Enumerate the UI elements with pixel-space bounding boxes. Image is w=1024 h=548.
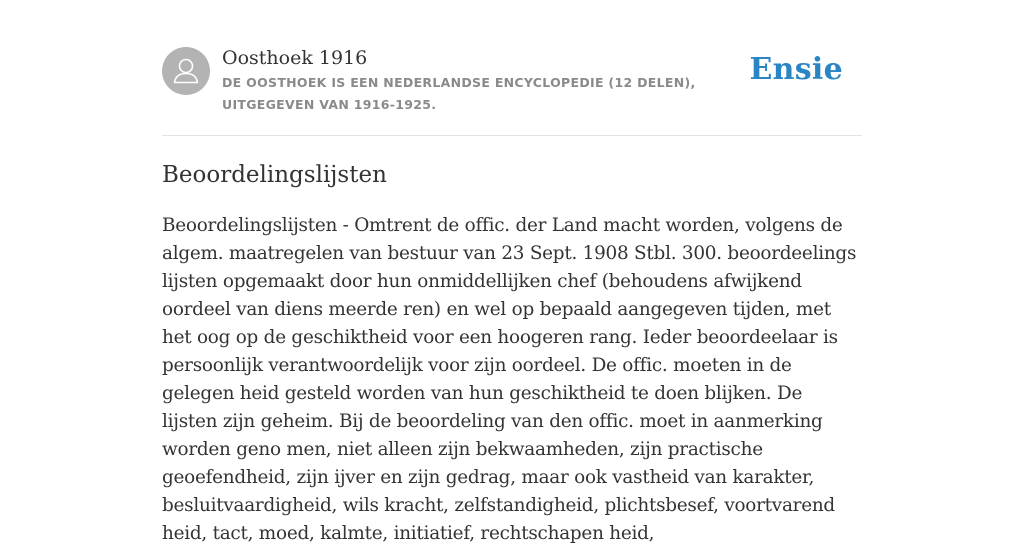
avatar[interactable] [162,47,210,95]
source-description: DE OOSTHOEK IS EEN NEDERLANDSE ENCYCLOPEDIE (12 DELEN), UITGEGEVEN VAN 1916-1925. [222,75,696,112]
ensie-logo[interactable]: Ensie [749,52,843,87]
page [162,0,862,544]
source-header [162,0,862,136]
entry-title: Beoordelingslijsten [162,162,387,188]
entry-body: Beoordelingslijsten - Omtrent de offic. der Land macht worden, volgens de algem. maatregelen van bestuur van 23 Sept. 1908 Stbl. 300. beoordeelings lijsten opgemaakt door hun onmiddellijken chef (behoudens afwijkend oordeel van diens meerde ren) en wel op bepaald aangegeven tijden, met het oog op de geschiktheid voor een hoogeren rang. Ieder beoordeelaar is persoonlijk verantwoordelijk voor zijn oordeel. De offic. moeten in de gelegen heid gesteld worden van hun geschiktheid te doen blijken. De lijsten zijn geheim. Bij de beoordeling van den offic. moet in aanmerking worden geno men, niet alleen zijn bekwaamheden, zijn practische geoefendheid, zijn ijver en zijn gedrag, maar ook vastheid van karakter, besluitvaardigheid, wils kracht, zelfstandigheid, plichtsbesef, voortvarend heid, tact, moed, kalmte, initiatief, rechtschapen heid, [162,215,857,544]
user-silhouette-icon [162,47,210,95]
source-title[interactable]: Oosthoek 1916 [222,47,368,69]
